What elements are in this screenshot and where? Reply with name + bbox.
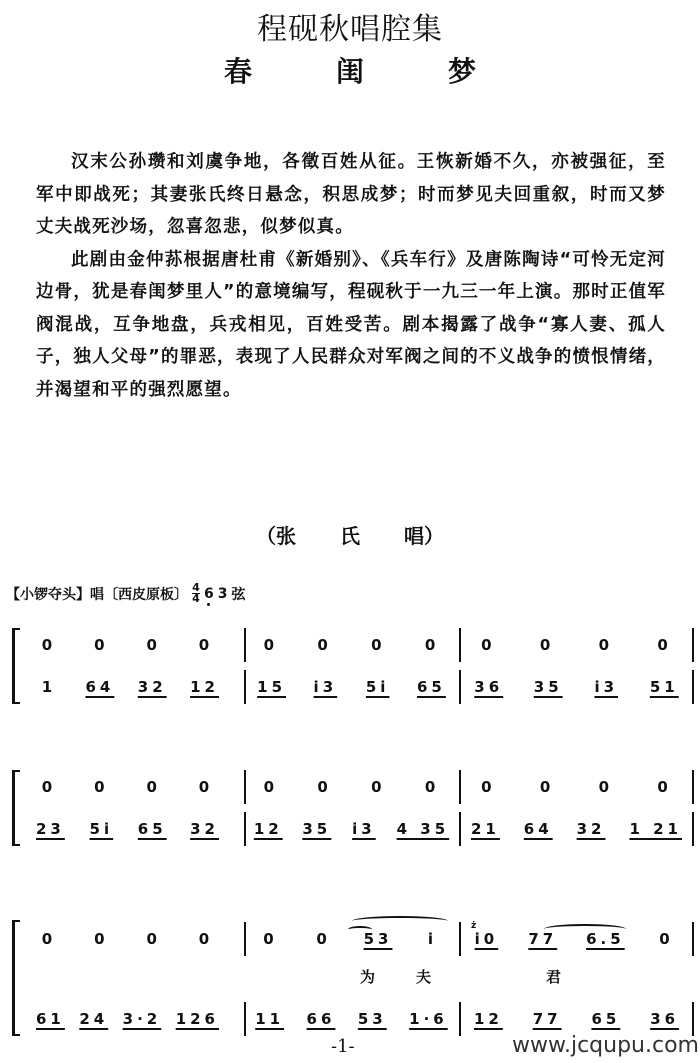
note: 0 <box>316 930 331 948</box>
measure <box>244 924 459 954</box>
measure <box>459 921 694 954</box>
tempo-marking <box>6 583 246 604</box>
singer-open: （张 <box>256 524 296 548</box>
note: 0 <box>198 636 214 654</box>
note: 0 <box>317 778 332 796</box>
measure <box>34 630 244 660</box>
note: 77 <box>528 930 558 948</box>
note: 36 <box>650 1010 680 1028</box>
book-title: 程砚秋唱腔集 <box>257 12 443 47</box>
page-number: -1- <box>331 1036 355 1057</box>
lyric: 为 <box>360 968 376 986</box>
accompaniment-row <box>34 672 694 702</box>
time-denominator: 4 <box>192 592 200 605</box>
play-title <box>0 50 700 90</box>
note: 0 <box>41 636 57 654</box>
note: 5i <box>365 678 390 696</box>
note: 36 <box>474 678 504 696</box>
note: 0 <box>659 930 674 948</box>
voice-row <box>34 630 694 660</box>
time-signature <box>192 583 200 604</box>
note: 53 <box>357 1010 387 1028</box>
note: 0 <box>94 778 109 796</box>
grace-note: ż <box>471 921 477 931</box>
note: 64 <box>523 820 553 838</box>
play-title-char: 春 <box>223 55 252 88</box>
measure <box>244 1004 459 1034</box>
note: 0 <box>424 636 440 654</box>
note: 0 <box>146 636 161 654</box>
note: i <box>427 930 438 948</box>
note: 12 <box>253 820 283 838</box>
system-bracket <box>12 770 20 846</box>
play-title-char: 梦 <box>448 55 477 88</box>
note: 0 <box>598 778 614 796</box>
measure <box>34 1004 244 1034</box>
note: 0 <box>263 930 278 948</box>
note: 0 <box>371 636 386 654</box>
note: 0 <box>481 636 496 654</box>
note: 0 <box>146 930 161 948</box>
note: 0 <box>146 778 161 796</box>
singer-label <box>0 520 700 549</box>
note: 1 <box>41 678 57 696</box>
note: 65 <box>137 820 167 838</box>
measure <box>34 924 244 954</box>
note: 64 <box>85 678 115 696</box>
note: 3·2 <box>122 1010 162 1028</box>
note: i3 <box>352 820 376 838</box>
lyrics-row <box>34 966 694 990</box>
note: 0 <box>263 778 279 796</box>
system-bracket <box>12 920 20 1036</box>
watermark: www.jcqupu.com <box>512 1033 699 1058</box>
note: 0 <box>41 930 57 948</box>
note: i3 <box>313 678 338 696</box>
note: 0 <box>371 778 386 796</box>
note: 65 <box>416 678 446 696</box>
note: 0 <box>198 930 214 948</box>
note: 0 <box>94 930 109 948</box>
note: 12 <box>473 1010 503 1028</box>
note: 0 <box>41 778 57 796</box>
note: 0 <box>94 636 109 654</box>
note: 11 <box>255 1010 285 1028</box>
measure <box>244 772 459 802</box>
measure <box>459 772 694 802</box>
singer-close: 唱） <box>404 524 444 548</box>
tempo-label: 【小锣夺头】唱〔西皮原板〕 <box>6 586 188 603</box>
accompaniment-row <box>34 814 694 844</box>
note: 35 <box>533 678 563 696</box>
note: 0 <box>657 778 672 796</box>
note: 1 21 <box>629 820 682 838</box>
time-numerator: 4 <box>192 581 200 594</box>
note: 53 <box>363 930 393 948</box>
note: 6.5 <box>586 930 625 948</box>
note: 5i <box>89 820 114 838</box>
note: 24 <box>79 1010 109 1028</box>
note: i0 <box>474 930 499 948</box>
key-low-note: 6 <box>204 585 214 602</box>
note: 0 <box>598 636 614 654</box>
measure <box>34 672 244 702</box>
note: 0 <box>481 778 496 796</box>
voice-row <box>34 772 694 802</box>
key-suffix: 弦 <box>231 586 246 603</box>
measure <box>244 814 459 844</box>
intro-paragraph: 此剧由金仲荪根据唐杜甫《新婚别》、《兵车行》及唐陈陶诗“可怜无定河边骨，犹是春闺梦里人”的意境编写，程砚秋于一九三一年上演。那时正值军阀混战，互争地盘，兵戎相见，百姓受苦。剧本揭露了战争“寡人妻、孤人子，独人父母”的罪恶，表现了人民群众对军阀之间的不义战争的愤恨情绪，并渴望和平的强烈愿望。 <box>36 249 666 400</box>
note: 1·6 <box>409 1010 448 1028</box>
lyric: 君 <box>546 968 562 986</box>
note: 0 <box>657 636 672 654</box>
note: 65 <box>591 1010 621 1028</box>
note: 0 <box>198 778 214 796</box>
measure <box>244 630 459 660</box>
note: 0 <box>539 636 555 654</box>
note: 4 35 <box>396 820 450 838</box>
measure <box>459 814 694 844</box>
note: 0 <box>317 636 332 654</box>
note: 32 <box>190 820 219 838</box>
note: i3 <box>594 678 619 696</box>
key-high-note: 3 <box>217 585 228 602</box>
note: 21 <box>470 820 500 838</box>
note: 61 <box>36 1010 65 1028</box>
play-title-char: 闺 <box>335 55 364 88</box>
intro-text <box>36 146 666 406</box>
note: 51 <box>649 678 679 696</box>
measure <box>244 672 459 702</box>
measure <box>459 630 694 660</box>
note: 77 <box>532 1010 562 1028</box>
singer-mid: 氏 <box>340 524 360 548</box>
voice-row <box>34 921 694 954</box>
note: 15 <box>257 678 287 696</box>
note: 0 <box>263 636 279 654</box>
intro-paragraph: 汉末公孙瓒和刘虞争地，各徵百姓从征。王恢新婚不久，亦被强征，至军中即战死；其妻张氏终日悬念，积思成梦；时而梦见夫回重叙，时而又梦丈夫战死沙场，忽喜忽悲，似梦似真。 <box>36 152 666 237</box>
note: 0 <box>539 778 555 796</box>
note: 126 <box>175 1010 219 1028</box>
note: 32 <box>576 820 606 838</box>
measure <box>34 814 244 844</box>
system-bracket <box>12 628 20 704</box>
note: 66 <box>306 1010 336 1028</box>
note: 12 <box>190 678 219 696</box>
measure <box>459 1004 694 1034</box>
note: 23 <box>36 820 65 838</box>
accompaniment-row <box>34 1004 694 1034</box>
lyric: 夫 <box>416 968 432 986</box>
note: 0 <box>424 778 440 796</box>
note: 32 <box>137 678 167 696</box>
measure <box>34 772 244 802</box>
note: 35 <box>302 820 332 838</box>
measure <box>459 672 694 702</box>
